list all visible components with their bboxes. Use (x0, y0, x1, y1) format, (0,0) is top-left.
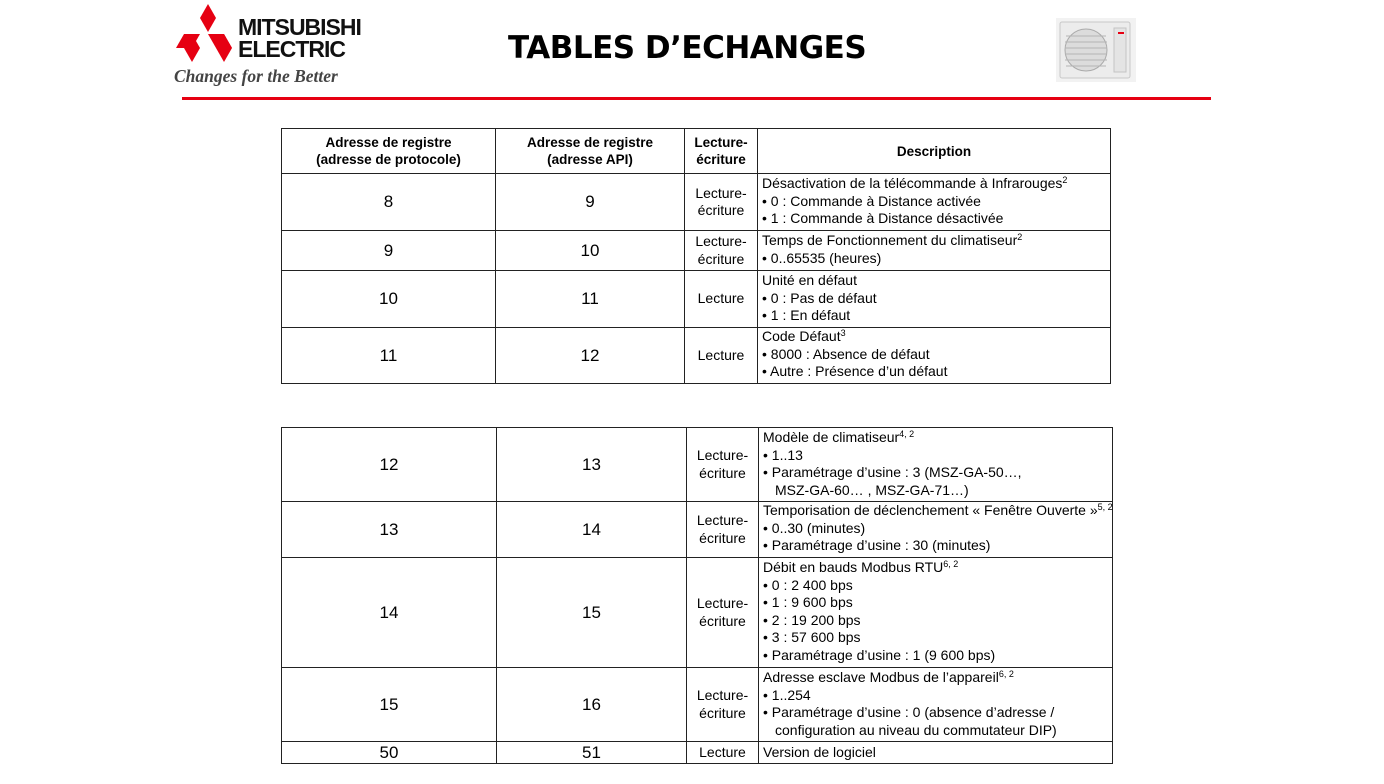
col-header-rw: Lecture- écriture (685, 129, 758, 174)
api-address: 13 (497, 428, 687, 502)
access-mode: Lecture (685, 328, 758, 384)
protocol-address: 10 (282, 271, 496, 328)
access-mode: Lecture- écriture (685, 174, 758, 231)
table-header-row (282, 129, 1111, 174)
col-header-description: Description (758, 129, 1111, 174)
brand-tagline: Changes for the Better (174, 66, 338, 86)
table-row (282, 742, 1113, 764)
register-table-1 (281, 128, 1111, 384)
header-divider (182, 97, 1211, 100)
access-mode: Lecture- écriture (687, 558, 759, 668)
brand-line-1: MITSUBISHI (238, 14, 361, 40)
api-address: 15 (497, 558, 687, 668)
mitsubishi-electric-logo (172, 2, 372, 88)
api-address: 14 (497, 502, 687, 558)
access-mode: Lecture- écriture (685, 231, 758, 271)
api-address: 12 (496, 328, 685, 384)
description: Débit en bauds Modbus RTU$^{6, 2}$ • 0 : 2 400 bps • 1 : 9 600 bps • 2 : 19 200 bps • 3 : 57 600 bps • Paramétrage d’usine : 1 (9 600 bps) (759, 558, 1113, 668)
three-diamonds-icon (176, 4, 240, 62)
description: Modèle de climatiseur$^{4, 2}$ • 1..13 • Paramétrage d’usine : 3 (MSZ-GA-50…, MSZ-GA-60… , MSZ-GA-71…) (759, 428, 1113, 502)
col-header-protocol: Adresse de registre (adresse de protocole) (282, 129, 496, 174)
brand-name (238, 16, 361, 60)
description: Unité en défaut • 0 : Pas de défaut • 1 : En défaut (758, 271, 1111, 328)
table-row (282, 328, 1111, 384)
description: Désactivation de la télécommande à Infrarouges$^2$ • 0 : Commande à Distance activée • 1 : Commande à Distance désactivée (758, 174, 1111, 231)
protocol-address: 9 (282, 231, 496, 271)
protocol-address: 12 (282, 428, 497, 502)
api-address: 51 (497, 742, 687, 764)
brand-line-2: ELECTRIC (238, 36, 345, 62)
outdoor-unit-image (1056, 18, 1136, 82)
description: Version de logiciel (759, 742, 1113, 764)
table-row (282, 502, 1113, 558)
protocol-address: 11 (282, 328, 496, 384)
col-header-api: Adresse de registre (adresse API) (496, 129, 685, 174)
description: Temporisation de déclenchement « Fenêtre Ouverte »$^{5, 2}$ • 0..30 (minutes) • Paramétrage d’usine : 30 (minutes) (759, 502, 1113, 558)
api-address: 11 (496, 271, 685, 328)
description: Temps de Fonctionnement du climatiseur$^2$ • 0..65535 (heures) (758, 231, 1111, 271)
page-title: TABLES D’ECHANGES (508, 30, 867, 66)
table-row (282, 428, 1113, 502)
table-row (282, 668, 1113, 742)
description: Code Défaut$^3$ • 8000 : Absence de défaut • Autre : Présence d’un défaut (758, 328, 1111, 384)
register-table-2 (281, 427, 1113, 764)
table-row (282, 558, 1113, 668)
protocol-address: 13 (282, 502, 497, 558)
protocol-address: 15 (282, 668, 497, 742)
access-mode: Lecture- écriture (687, 668, 759, 742)
table-row (282, 231, 1111, 271)
access-mode: Lecture (687, 742, 759, 764)
description: Adresse esclave Modbus de l’appareil$^{6, 2}$ • 1..254 • Paramétrage d’usine : 0 (absence d’adresse / configuration au niveau du commutateur DIP) (759, 668, 1113, 742)
access-mode: Lecture- écriture (687, 428, 759, 502)
table-row (282, 174, 1111, 231)
table-row (282, 271, 1111, 328)
protocol-address: 50 (282, 742, 497, 764)
api-address: 10 (496, 231, 685, 271)
protocol-address: 14 (282, 558, 497, 668)
api-address: 9 (496, 174, 685, 231)
protocol-address: 8 (282, 174, 496, 231)
access-mode: Lecture (685, 271, 758, 328)
access-mode: Lecture- écriture (687, 502, 759, 558)
api-address: 16 (497, 668, 687, 742)
